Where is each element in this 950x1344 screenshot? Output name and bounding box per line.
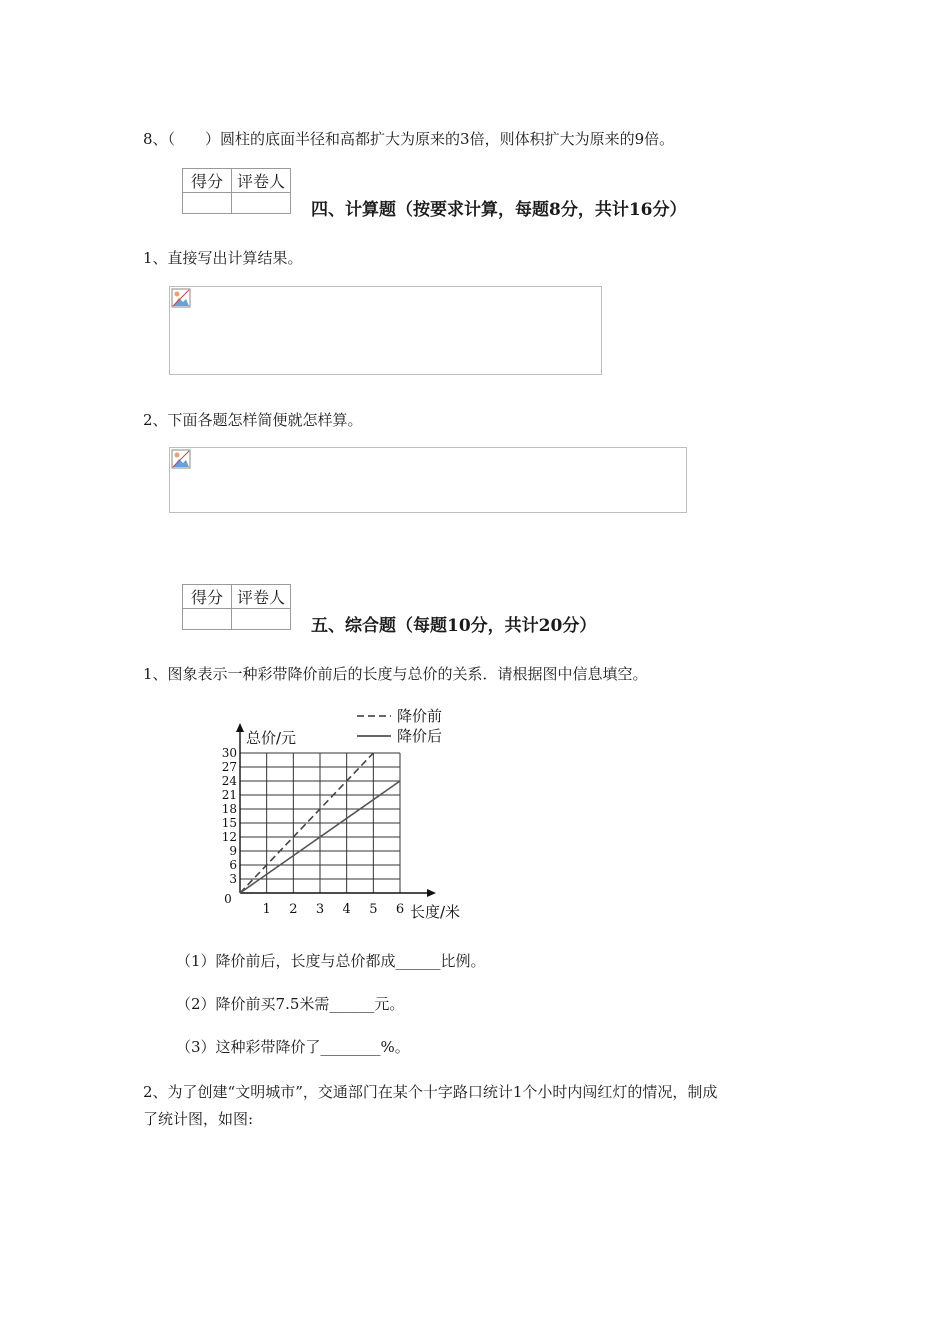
section-5-question-1: 1、图象表示一种彩带降价前后的长度与总价的关系．请根据图中信息填空。 — [143, 665, 648, 683]
legend-label: 降价前 — [397, 707, 443, 725]
grader-cell — [232, 193, 291, 214]
section-5-question-2-line-1: 2、为了创建“文明城市”，交通部门在某个十字路口统计1个小时内闯红灯的情况，制成 — [143, 1083, 718, 1101]
section-5-question-2-line-2: 了统计图，如图: — [143, 1110, 254, 1128]
x-tick-label: 2 — [289, 902, 298, 917]
score-label: 得分 — [183, 585, 232, 609]
x-tick-label: 4 — [342, 902, 351, 917]
y-tick-label: 9 — [229, 844, 237, 858]
section-4-title: 四、计算题（按要求计算，每题8分，共计16分） — [311, 200, 687, 220]
section-4-question-1: 1、直接写出计算结果。 — [143, 249, 303, 267]
grader-cell — [232, 609, 291, 630]
x-tick-label: 6 — [395, 902, 405, 917]
image-placeholder-1 — [169, 286, 602, 375]
y-axis-arrow — [236, 723, 244, 732]
image-placeholder-2 — [169, 447, 687, 513]
score-cell — [183, 609, 232, 630]
y-tick-label: 3 — [229, 872, 237, 886]
y-tick-label: 27 — [221, 760, 237, 774]
origin-label: 0 — [224, 892, 232, 906]
score-table-section-4 — [182, 168, 291, 214]
broken-image-icon — [171, 449, 191, 469]
y-tick-label: 15 — [221, 816, 237, 830]
y-tick-label: 12 — [221, 830, 237, 844]
x-axis-arrow — [427, 889, 436, 897]
broken-image-icon — [171, 288, 191, 308]
y-axis-title: 总价/元 — [246, 729, 297, 747]
sub-question-3: （3）这种彩带降价了________%。 — [176, 1038, 410, 1056]
y-tick-label: 30 — [221, 746, 237, 760]
section-4-question-2: 2、下面各题怎样简便就怎样算。 — [143, 411, 363, 429]
score-cell — [183, 193, 232, 214]
y-tick-label: 18 — [221, 802, 237, 816]
x-tick-label: 3 — [315, 902, 325, 917]
score-table-section-5 — [182, 584, 291, 630]
sub-question-1: （1）降价前后，长度与总价都成______比例。 — [176, 952, 486, 970]
x-axis-title: 长度/米 — [410, 903, 461, 921]
question-8: 8、（ ）圆柱的底面半径和高都扩大为原来的3倍，则体积扩大为原来的9倍。 — [143, 130, 675, 148]
y-tick-label: 6 — [229, 858, 237, 872]
x-tick-label: 1 — [262, 902, 271, 917]
legend-label: 降价后 — [397, 727, 443, 745]
y-tick-label: 24 — [221, 774, 237, 788]
section-5-title: 五、综合题（每题10分，共计20分） — [311, 616, 597, 636]
y-tick-label: 21 — [221, 788, 237, 802]
sub-question-2: （2）降价前买7.5米需______元。 — [176, 995, 405, 1013]
grader-label: 评卷人 — [232, 585, 291, 609]
score-label: 得分 — [183, 169, 232, 193]
price-length-chart — [205, 705, 505, 925]
x-tick-label: 5 — [369, 902, 378, 917]
grader-label: 评卷人 — [232, 169, 291, 193]
